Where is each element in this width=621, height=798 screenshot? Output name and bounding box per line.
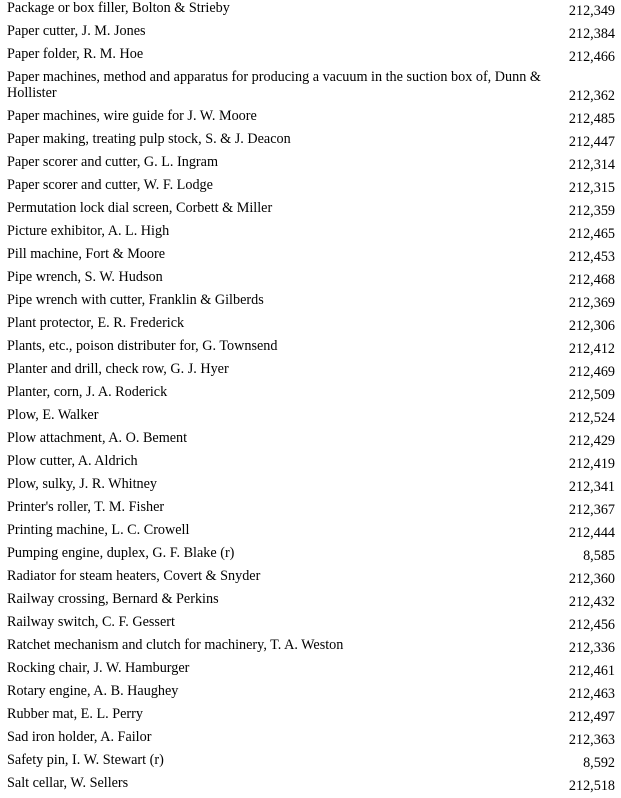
entry-description: Permutation lock dial screen, Corbett & Miller: [7, 200, 273, 216]
patent-number: 212,359: [568, 203, 615, 219]
patent-number: 212,444: [568, 525, 615, 541]
entry-description: Ratchet mechanism and clutch for machinery, T. A. Weston: [7, 637, 344, 653]
patent-number: 212,485: [568, 111, 615, 127]
entry-description: Picture exhibitor, A. L. High: [7, 223, 170, 239]
entry-description: Plow, E. Walker: [7, 407, 99, 423]
patent-number: 8,592: [583, 755, 615, 771]
list-item: [0, 338, 621, 361]
list-item: [0, 108, 621, 131]
entry-description: Railway switch, C. F. Gessert: [7, 614, 175, 630]
list-item: [0, 361, 621, 384]
entry-description: Paper machines, wire guide for J. W. Moore: [7, 108, 257, 124]
entry-description: Paper folder, R. M. Hoe: [7, 46, 144, 62]
entry-description: Pill machine, Fort & Moore: [7, 246, 166, 262]
patent-number: 212,369: [568, 295, 615, 311]
patent-number: 212,349: [568, 3, 615, 19]
patent-number: 212,468: [568, 272, 615, 288]
patent-number: 8,585: [583, 548, 615, 564]
patent-number: 212,360: [568, 571, 615, 587]
patent-number: 212,363: [568, 732, 615, 748]
patent-number: 212,367: [568, 502, 615, 518]
list-item: [0, 154, 621, 177]
list-item: [0, 614, 621, 637]
list-item: [0, 292, 621, 315]
patent-number: 212,315: [568, 180, 615, 196]
entry-description: Rocking chair, J. W. Hamburger: [7, 660, 190, 676]
patent-number: 212,384: [568, 26, 615, 42]
list-item: [0, 269, 621, 292]
list-item: [0, 0, 621, 23]
patent-number: 212,412: [568, 341, 615, 357]
entry-description: Printer's roller, T. M. Fisher: [7, 499, 165, 515]
list-item: [0, 476, 621, 499]
patent-number: 212,336: [568, 640, 615, 656]
entry-description: Printing machine, L. C. Crowell: [7, 522, 190, 538]
entry-description: Sad iron holder, A. Failor: [7, 729, 152, 745]
entry-description: Pipe wrench, S. W. Hudson: [7, 269, 163, 285]
patent-number: 212,447: [568, 134, 615, 150]
list-item: [0, 46, 621, 69]
patent-number: 212,469: [568, 364, 615, 380]
patent-number: 212,518: [568, 778, 615, 794]
list-item: [0, 407, 621, 430]
entry-description: Paper making, treating pulp stock, S. & J. Deacon: [7, 131, 291, 147]
patent-number: 212,497: [568, 709, 615, 725]
list-item: [0, 545, 621, 568]
entry-description: Planter and drill, check row, G. J. Hyer: [7, 361, 229, 377]
list-item: [0, 246, 621, 269]
entry-description: Radiator for steam heaters, Covert & Snyder: [7, 568, 261, 584]
list-item: [0, 752, 621, 775]
list-item: [0, 223, 621, 246]
entry-description: Paper machines, method and apparatus for producing a vacuum in the suction box of, Dunn & Hollister: [7, 69, 541, 101]
entry-description: Paper scorer and cutter, W. F. Lodge: [7, 177, 213, 193]
list-item: [0, 775, 621, 798]
entry-description: Pipe wrench with cutter, Franklin & Gilberds: [7, 292, 264, 308]
patent-number: 212,306: [568, 318, 615, 334]
patent-number: 212,456: [568, 617, 615, 633]
patent-number: 212,453: [568, 249, 615, 265]
list-item: [0, 683, 621, 706]
list-item: [0, 499, 621, 522]
patent-number: 212,463: [568, 686, 615, 702]
list-item: [0, 729, 621, 752]
patent-number: 212,362: [568, 88, 615, 104]
entry-description: Railway crossing, Bernard & Perkins: [7, 591, 219, 607]
list-item: [0, 637, 621, 660]
list-item: [0, 430, 621, 453]
list-item: [0, 384, 621, 407]
list-item: [0, 522, 621, 545]
list-item: [0, 591, 621, 614]
patent-number: 212,432: [568, 594, 615, 610]
entry-description: Rotary engine, A. B. Haughey: [7, 683, 179, 699]
entry-description: Plants, etc., poison distributer for, G. Townsend: [7, 338, 278, 354]
entry-description: Paper cutter, J. M. Jones: [7, 23, 146, 39]
patent-number: 212,466: [568, 49, 615, 65]
entry-description: Pumping engine, duplex, G. F. Blake (r): [7, 545, 235, 561]
list-item: [0, 69, 621, 108]
patent-number: 212,524: [568, 410, 615, 426]
entry-description: Paper scorer and cutter, G. L. Ingram: [7, 154, 218, 170]
list-item: [0, 23, 621, 46]
list-item: [0, 315, 621, 338]
patent-number: 212,509: [568, 387, 615, 403]
list-item: [0, 568, 621, 591]
list-item: [0, 177, 621, 200]
entry-description: Plow, sulky, J. R. Whitney: [7, 476, 158, 492]
patent-number: 212,341: [568, 479, 615, 495]
entry-description: Safety pin, I. W. Stewart (r): [7, 752, 164, 768]
list-item: [0, 200, 621, 223]
entry-description: Plow cutter, A. Aldrich: [7, 453, 138, 469]
entry-description: Planter, corn, J. A. Roderick: [7, 384, 168, 400]
entry-description: Rubber mat, E. L. Perry: [7, 706, 143, 722]
list-item: [0, 453, 621, 476]
list-item: [0, 131, 621, 154]
patent-number: 212,314: [568, 157, 615, 173]
entry-description: Package or box filler, Bolton & Strieby: [7, 0, 230, 16]
entry-description: Plant protector, E. R. Frederick: [7, 315, 185, 331]
entry-description: Plow attachment, A. O. Bement: [7, 430, 188, 446]
list-item: [0, 706, 621, 729]
patent-number: 212,429: [568, 433, 615, 449]
patent-number: 212,461: [568, 663, 615, 679]
list-item: [0, 660, 621, 683]
patent-number: 212,419: [568, 456, 615, 472]
patent-number: 212,465: [568, 226, 615, 242]
entry-description: Salt cellar, W. Sellers: [7, 775, 129, 791]
